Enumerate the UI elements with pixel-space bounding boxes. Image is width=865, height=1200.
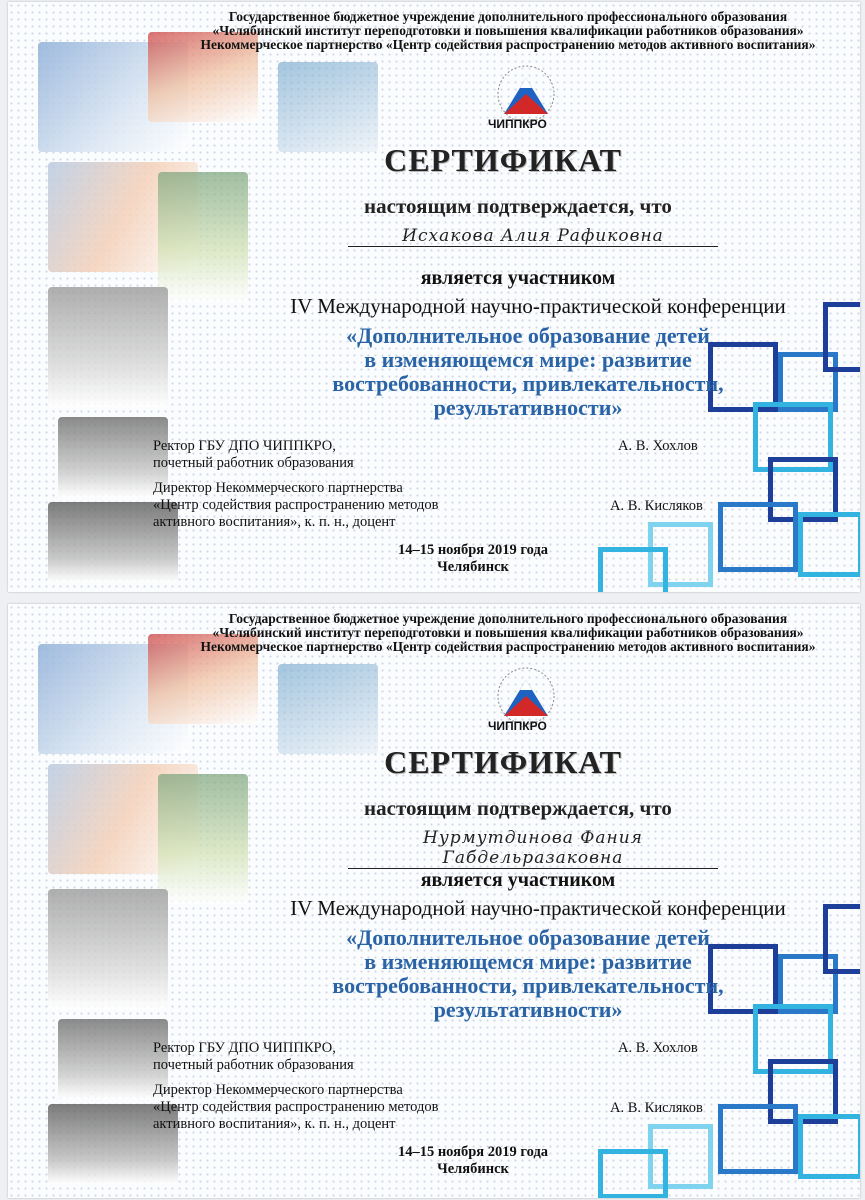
participant-label: является участником (420, 267, 616, 289)
signatory-1-line-2: почетный работник образования (153, 455, 354, 471)
header-line-3: Некоммерческое партнерство «Центр содействия распространению методов активного воспитания» (200, 37, 816, 52)
participant-name: Исхакова Алия Рафиковна (348, 226, 718, 247)
certificate-title: СЕРТИФИКАТ (384, 142, 622, 178)
topic-line-1: «Дополнительное образование детей (346, 323, 710, 348)
photo-machine (48, 889, 168, 1009)
certificate-2 (8, 604, 860, 1198)
signatory-2-name: А. В. Кисляков (610, 498, 703, 514)
certificate-1 (8, 2, 860, 592)
signatory-1-name: А. В. Хохлов (618, 438, 698, 454)
signatory-2-name: А. В. Кисляков (610, 1100, 703, 1116)
signatory-1-name: А. В. Хохлов (618, 1040, 698, 1056)
photo-lab (278, 62, 378, 152)
signatory-2-line-1: Директор Некоммерческого партнерства (153, 1082, 403, 1098)
logo-text: ЧИППКРО (488, 719, 547, 733)
event-date: 14–15 ноября 2019 года (397, 542, 549, 558)
photo-lab (278, 664, 378, 754)
signatory-2-line-2: «Центр содействия распространению методов (153, 497, 439, 513)
participant-label: является участником (420, 869, 616, 891)
confirm-text: настоящим подтверждается, что (364, 194, 672, 218)
topic-line-3: востребованности, привлекательности, (332, 973, 724, 998)
participant-name: Нурмутдинова Фания Габдельразаковна (348, 828, 718, 869)
event-date: 14–15 ноября 2019 года (397, 1144, 549, 1160)
topic-line-1: «Дополнительное образование детей (346, 925, 710, 950)
topic-line-4: результативности» (433, 395, 623, 420)
event-city: Челябинск (437, 559, 509, 575)
topic-line-4: результативности» (433, 997, 623, 1022)
signatory-1-title (153, 438, 354, 472)
photo-archive-1 (58, 1019, 168, 1099)
conference-name: IV Международной научно-практической конференции (290, 294, 786, 318)
signatory-1-line-1: Ректор ГБУ ДПО ЧИППКРО, (153, 1040, 336, 1056)
signatory-1-line-1: Ректор ГБУ ДПО ЧИППКРО, (153, 438, 336, 454)
logo-text: ЧИППКРО (488, 117, 547, 131)
signatory-2-line-3: активного воспитания», к. п. н., доцент (153, 1116, 396, 1132)
header-line-1: Государственное бюджетное учреждение дополнительного профессионального образования (228, 9, 788, 24)
topic-line-2: в изменяющемся мире: развитие (364, 347, 692, 372)
signatory-2-line-3: активного воспитания», к. п. н., доцент (153, 514, 396, 530)
signatory-2-title (153, 1082, 438, 1133)
signatory-1-line-2: почетный работник образования (153, 1057, 354, 1073)
signatory-2-line-2: «Центр содействия распространению методов (153, 1099, 439, 1115)
header-line-3: Некоммерческое партнерство «Центр содействия распространению методов активного воспитания» (200, 639, 816, 654)
signatory-1-title (153, 1040, 354, 1074)
photo-robot (158, 774, 248, 904)
photo-robot (158, 172, 248, 302)
topic-line-2: в изменяющемся мире: развитие (364, 949, 692, 974)
confirm-text: настоящим подтверждается, что (364, 796, 672, 820)
photo-archive-1 (58, 417, 168, 497)
header-line-1: Государственное бюджетное учреждение дополнительного профессионального образования (228, 611, 788, 626)
header-line-2: «Челябинский институт переподготовки и повышения квалификации работников образования» (212, 23, 804, 38)
header-line-2: «Челябинский институт переподготовки и повышения квалификации работников образования» (212, 625, 804, 640)
photo-machine (48, 287, 168, 407)
event-city: Челябинск (437, 1161, 509, 1177)
topic-line-3: востребованности, привлекательности, (332, 371, 724, 396)
signatory-2-line-1: Директор Некоммерческого партнерства (153, 480, 403, 496)
certificate-title: СЕРТИФИКАТ (384, 744, 622, 780)
conference-name: IV Международной научно-практической конференции (290, 896, 786, 920)
signatory-2-title (153, 480, 438, 531)
